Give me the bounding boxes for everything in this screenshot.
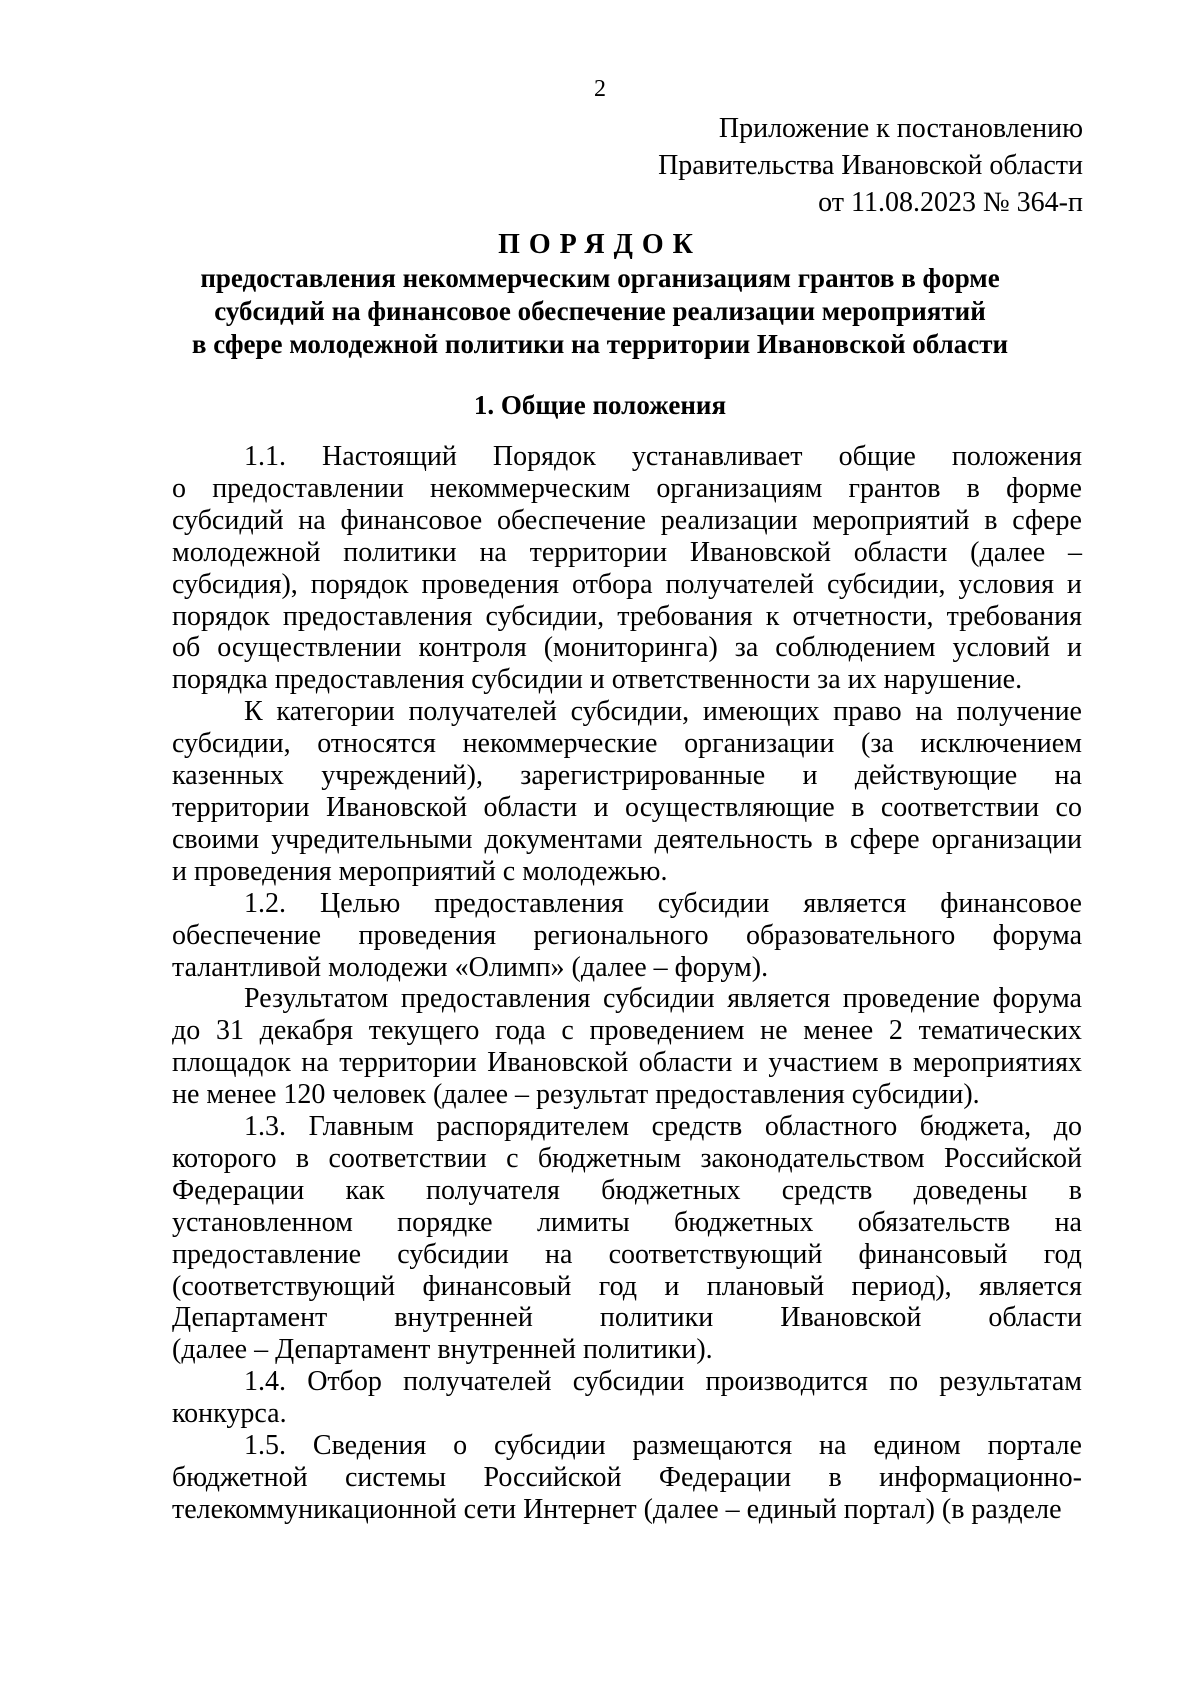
text-line: Результатом предоставления субсидии является проведение форума (244, 983, 1082, 1015)
paragraph (172, 441, 1082, 696)
text-line: (соответствующий финансовый год и плановый период), является (172, 1270, 1082, 1302)
text-line: Департамент внутренней политики Ивановской области (172, 1302, 1082, 1334)
body-text (172, 441, 1082, 1526)
paragraph (172, 1430, 1082, 1526)
text-line: порядок предоставления субсидии, требования к отчетности, требования (172, 600, 1082, 632)
document-subtitle (0, 262, 1200, 361)
text-line: 1.2. Целью предоставления субсидии является финансовое (244, 887, 1082, 919)
text-line: порядка предоставления субсидии и ответственности за их нарушение. (172, 664, 1023, 696)
appendix-line: Приложение к постановлению (718, 113, 1083, 144)
paragraph (172, 983, 1082, 1111)
text-line: талантливой молодежи «Олимп» (далее – форум). (172, 951, 769, 983)
text-line: о предоставлении некоммерческим организациям грантов в форме (172, 472, 1082, 504)
text-line: и проведения мероприятий с молодежью. (172, 855, 668, 887)
text-line: субсидий на финансовое обеспечение реализации мероприятий в сфере (172, 504, 1082, 536)
text-line: бюджетной системы Российской Федерации в информационно- (172, 1462, 1082, 1493)
paragraph (172, 1366, 1082, 1430)
text-line: (далее – Департамент внутренней политики). (172, 1334, 713, 1366)
page-number: 2 (594, 76, 606, 102)
text-line: К категории получателей субсидии, имеющих право на получение (244, 696, 1082, 728)
paragraph (172, 888, 1082, 984)
text-line: не менее 120 человек (далее – результат предоставления субсидии). (172, 1079, 980, 1111)
document-title: ПОРЯДОК (498, 229, 702, 260)
text-line: обеспечение проведения регионального образовательного форума (172, 919, 1082, 951)
subtitle-line: в сфере молодежной политики на территории Ивановской области (191, 329, 1009, 359)
appendix-line: от 11.08.2023 № 364-п (818, 187, 1083, 218)
text-line: субсидия), порядок проведения отбора получателей субсидии, условия и (172, 568, 1082, 600)
text-line: установленном порядке лимиты бюджетных обязательств на (172, 1206, 1082, 1238)
text-line: Федерации как получателя бюджетных средств доведены в (172, 1174, 1082, 1206)
appendix-note (658, 110, 1083, 221)
subtitle-line: субсидий на финансовое обеспечение реализации мероприятий (214, 296, 986, 326)
text-line: об осуществлении контроля (мониторинга) за соблюдением условий и (172, 632, 1082, 664)
text-line: 1.1. Настоящий Порядок устанавливает общие положения (244, 441, 1082, 472)
text-line: субсидии, относятся некоммерческие организации (за исключением (172, 728, 1082, 760)
text-line: телекоммуникационной сети Интернет (далее – единый портал) (в разделе (172, 1493, 1062, 1525)
text-line: 1.4. Отбор получателей субсидии производится по результатам (244, 1366, 1082, 1398)
paragraph (172, 696, 1082, 887)
subtitle-line: предоставления некоммерческим организациям грантов в форме (200, 263, 1000, 293)
text-line: своими учредительными документами деятельность в сфере организации (172, 823, 1082, 855)
text-line: предоставление субсидии на соответствующий финансовый год (172, 1238, 1082, 1270)
text-line: территории Ивановской области и осуществляющие в соответствии со (172, 791, 1082, 823)
text-line: 1.5. Сведения о субсидии размещаются на едином портале (244, 1430, 1082, 1462)
section-heading: 1. Общие положения (473, 390, 727, 420)
paragraph (172, 1111, 1082, 1366)
text-line: площадок на территории Ивановской области и участием в мероприятиях (172, 1047, 1082, 1079)
text-line: конкурса. (172, 1398, 287, 1430)
text-line: которого в соответствии с бюджетным законодательством Российской (172, 1142, 1082, 1174)
text-line: молодежной политики на территории Ивановской области (далее – (172, 536, 1082, 568)
text-line: до 31 декабря текущего года с проведением не менее 2 тематических (172, 1015, 1082, 1047)
text-line: казенных учреждений), зарегистрированные и действующие на (172, 760, 1082, 792)
appendix-line: Правительства Ивановской области (658, 150, 1083, 181)
text-line: 1.3. Главным распорядителем средств областного бюджета, до (244, 1111, 1082, 1143)
